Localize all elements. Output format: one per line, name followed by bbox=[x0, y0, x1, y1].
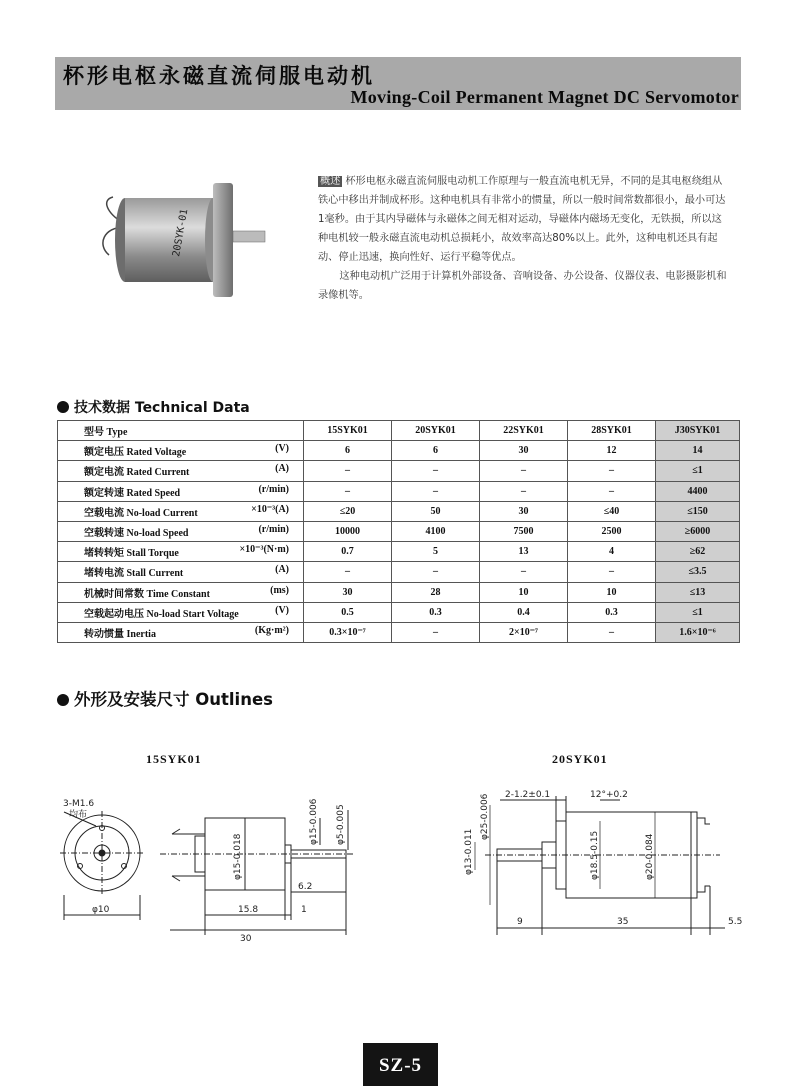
row-label: 堵转电流 Stall Current (A) bbox=[58, 562, 304, 582]
outlines-heading: 外形及安装尺寸 Outlines bbox=[57, 686, 273, 710]
dim-text: φ13-0.011 bbox=[464, 828, 474, 875]
svg-text:20SYK-01: 20SYK-01 bbox=[171, 208, 191, 258]
dim-text: 3-M1.6 bbox=[63, 799, 95, 809]
title-zh: 杯形电枢永磁直流伺服电动机 bbox=[63, 63, 375, 88]
left-side-view bbox=[160, 810, 355, 935]
right-side-view bbox=[475, 796, 725, 935]
model-cell: 22SYK01 bbox=[480, 421, 568, 441]
row-unit: (Kg·m²) bbox=[254, 624, 289, 636]
dim-text: 35 bbox=[617, 917, 629, 927]
row-unit: (V) bbox=[275, 604, 289, 616]
table-cell: 6 bbox=[392, 441, 480, 461]
table-cell: 0.5 bbox=[304, 602, 392, 622]
table-cell: 12 bbox=[568, 441, 656, 461]
row-label: 额定电压 Rated Voltage (V) bbox=[58, 441, 304, 461]
dim-text: 均布 bbox=[69, 810, 88, 820]
header-label: 型号 Type bbox=[58, 421, 304, 441]
row-unit: ×10⁻³(N·m) bbox=[239, 544, 289, 556]
table-cell: ≤1 bbox=[656, 461, 740, 481]
table-cell: 30 bbox=[304, 582, 392, 602]
model-cell: J30SYK01 bbox=[656, 421, 740, 441]
table-cell: – bbox=[568, 622, 656, 642]
intro-p2: 这种电动机广泛用于计算机外部设备、音响设备、办公设备、仪器仪表、电影摄影机和录像机等。 bbox=[318, 271, 727, 301]
table-cell: 30 bbox=[480, 501, 568, 521]
model-cell: 20SYK01 bbox=[392, 421, 480, 441]
table-cell: – bbox=[392, 622, 480, 642]
table-cell: 5 bbox=[392, 542, 480, 562]
right-caption: 20SYK01 bbox=[552, 752, 608, 766]
row-unit: (r/min) bbox=[258, 524, 289, 536]
row-label: 转动惯量 Inertia (Kg·m²) bbox=[58, 622, 304, 642]
table-cell: 1.6×10⁻⁶ bbox=[656, 622, 740, 642]
table-cell: 0.3 bbox=[392, 602, 480, 622]
dim-text: 6.2 bbox=[298, 882, 313, 892]
table-cell: ≤40 bbox=[568, 501, 656, 521]
table-cell: – bbox=[568, 461, 656, 481]
model-cell: 28SYK01 bbox=[568, 421, 656, 441]
tech-heading: 技术数据 Technical Data bbox=[57, 397, 250, 417]
table-cell: ≤13 bbox=[656, 582, 740, 602]
dim-text: φ15-0.018 bbox=[233, 833, 243, 880]
left-caption: 15SYK01 bbox=[146, 752, 202, 766]
dim-text: φ20-0.084 bbox=[645, 833, 655, 880]
row-label: 空载转速 No-load Speed (r/min) bbox=[58, 521, 304, 541]
table-cell: 10 bbox=[480, 582, 568, 602]
dim-text: 30 bbox=[240, 934, 252, 944]
dim-text: φ10 bbox=[92, 905, 110, 915]
row-unit: (A) bbox=[275, 564, 289, 576]
table-cell: 0.7 bbox=[304, 542, 392, 562]
table-cell: – bbox=[304, 461, 392, 481]
table-cell: – bbox=[304, 481, 392, 501]
table-cell: ≤20 bbox=[304, 501, 392, 521]
table-cell: 13 bbox=[480, 542, 568, 562]
row-unit: ×10⁻³(A) bbox=[251, 503, 289, 515]
row-label: 机械时间常数 Time Constant (ms) bbox=[58, 582, 304, 602]
table-cell: – bbox=[568, 481, 656, 501]
row-unit: (ms) bbox=[270, 584, 289, 596]
row-unit: (r/min) bbox=[258, 483, 289, 495]
table-cell: 10000 bbox=[304, 521, 392, 541]
table-cell: – bbox=[304, 562, 392, 582]
table-cell: 7500 bbox=[480, 521, 568, 541]
row-label: 额定电流 Rated Current (A) bbox=[58, 461, 304, 481]
table-cell: 10 bbox=[568, 582, 656, 602]
table-cell: – bbox=[392, 461, 480, 481]
table-cell: – bbox=[480, 562, 568, 582]
table-cell: 2500 bbox=[568, 521, 656, 541]
dim-text: 9 bbox=[517, 917, 523, 927]
table-cell: 0.4 bbox=[480, 602, 568, 622]
table-cell: 28 bbox=[392, 582, 480, 602]
table-cell: ≤150 bbox=[656, 501, 740, 521]
table-cell: – bbox=[392, 481, 480, 501]
left-end-view bbox=[60, 811, 144, 920]
table-cell: 6 bbox=[304, 441, 392, 461]
row-label: 堵转转矩 Stall Torque ×10⁻³(N·m) bbox=[58, 542, 304, 562]
dim-text: φ5-0.005 bbox=[336, 804, 346, 845]
table-cell: 4 bbox=[568, 542, 656, 562]
table-cell: – bbox=[392, 562, 480, 582]
table-cell: – bbox=[480, 461, 568, 481]
row-label: 额定转速 Rated Speed (r/min) bbox=[58, 481, 304, 501]
dim-text: 2-1.2±0.1 bbox=[505, 790, 551, 800]
row-label: 空载电流 No-load Current ×10⁻³(A) bbox=[58, 501, 304, 521]
dim-text: 1 bbox=[301, 905, 307, 915]
table-cell: – bbox=[480, 481, 568, 501]
model-cell: 15SYK01 bbox=[304, 421, 392, 441]
dim-text: φ15-0.006 bbox=[309, 798, 319, 845]
table-cell: – bbox=[568, 562, 656, 582]
table-cell: ≤3.5 bbox=[656, 562, 740, 582]
row-unit: (V) bbox=[275, 443, 289, 455]
table-cell: 4100 bbox=[392, 521, 480, 541]
table-cell: 4400 bbox=[656, 481, 740, 501]
table-cell: 30 bbox=[480, 441, 568, 461]
page-number: SZ-5 bbox=[363, 1043, 438, 1086]
dim-text: φ25-0.006 bbox=[480, 793, 490, 840]
table-cell: 14 bbox=[656, 441, 740, 461]
row-label: 空载起动电压 No-load Start Voltage (V) bbox=[58, 602, 304, 622]
intro-p1: 杯形电枢永磁直流伺服电动机工作原理与一般直流电机无异，不同的是其电枢绕组从铁心中移出并制成杯形。这种电机具有非常小的惯量，所以一般时间常数都很小，最小可达1毫秒。由于其内导磁体与永磁体之间无相对运动，导磁体内磁场无变化，无铁损，所以这种电机较一般永磁直流电动机总损耗小，故效率高达80%以上。此外，这种电机还具有起动、停止迅速，换向性好、运行平稳等优点。 bbox=[318, 176, 726, 263]
table-cell: ≤1 bbox=[656, 602, 740, 622]
table-cell: ≥62 bbox=[656, 542, 740, 562]
row-unit: (A) bbox=[275, 463, 289, 475]
table-cell: 50 bbox=[392, 501, 480, 521]
table-cell: ≥6000 bbox=[656, 521, 740, 541]
title-en: Moving-Coil Permanent Magnet DC Servomotor bbox=[350, 87, 739, 107]
intro-tag: 概述 bbox=[320, 176, 341, 187]
dim-text: 15.8 bbox=[238, 905, 259, 915]
dim-text: φ18.5-0.15 bbox=[590, 830, 600, 880]
table-cell: 2×10⁻⁷ bbox=[480, 622, 568, 642]
dim-text: 5.5 bbox=[728, 917, 743, 927]
table-cell: 0.3×10⁻⁷ bbox=[304, 622, 392, 642]
dim-text: 12°+0.2 bbox=[590, 790, 628, 800]
table-cell: 0.3 bbox=[568, 602, 656, 622]
